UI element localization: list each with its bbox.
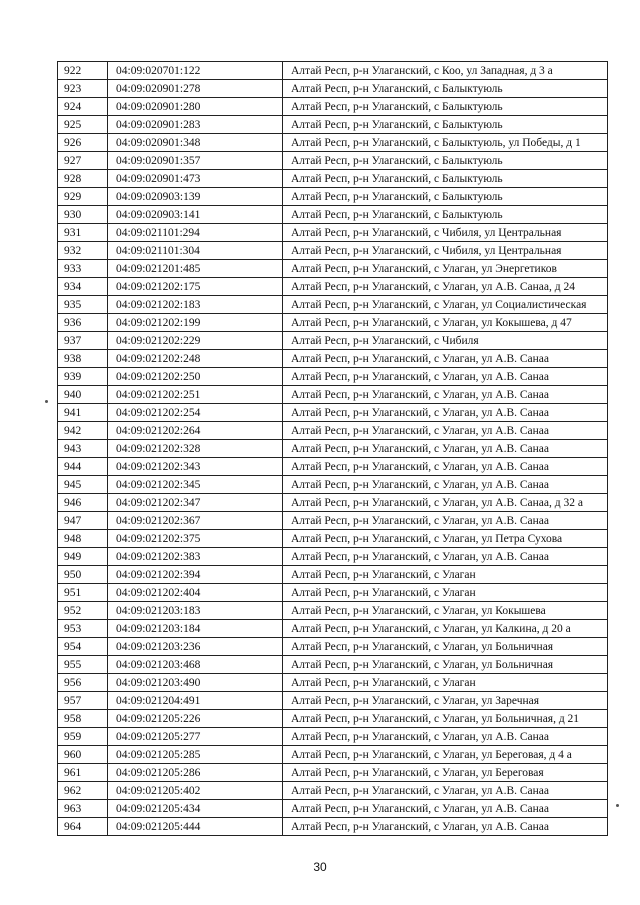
- cadastral-number: 04:09:021202:347: [108, 494, 283, 512]
- address: Алтай Респ, р-н Улаганский, с Балыктуюль: [283, 80, 608, 98]
- address: Алтай Респ, р-н Улаганский, с Улаган, ул А.В. Санаа: [283, 512, 608, 530]
- cadastral-number: 04:09:020903:139: [108, 188, 283, 206]
- table-row: [58, 404, 608, 422]
- row-number: 941: [58, 404, 108, 422]
- table-row: [58, 620, 608, 638]
- cadastral-number: 04:09:021202:345: [108, 476, 283, 494]
- cadastral-number: 04:09:021205:286: [108, 764, 283, 782]
- address: Алтай Респ, р-н Улаганский, с Улаган: [283, 566, 608, 584]
- table-row: [58, 674, 608, 692]
- table-row: [58, 260, 608, 278]
- table-row: [58, 116, 608, 134]
- cadastral-number: 04:09:021202:367: [108, 512, 283, 530]
- address: Алтай Респ, р-н Улаганский, с Улаган, ул А.В. Санаа: [283, 782, 608, 800]
- cadastral-number: 04:09:021202:175: [108, 278, 283, 296]
- cadastral-number: 04:09:021202:199: [108, 314, 283, 332]
- table-row: [58, 296, 608, 314]
- table-row: [58, 206, 608, 224]
- table-row: [58, 242, 608, 260]
- cadastral-number: 04:09:020901:283: [108, 116, 283, 134]
- cadastral-number: 04:09:021204:491: [108, 692, 283, 710]
- row-number: 923: [58, 80, 108, 98]
- scan-speck: [45, 400, 48, 403]
- address: Алтай Респ, р-н Улаганский, с Улаган, ул А.В. Санаа: [283, 818, 608, 836]
- cadastral-number: 04:09:021202:264: [108, 422, 283, 440]
- row-number: 945: [58, 476, 108, 494]
- table-row: [58, 440, 608, 458]
- address: Алтай Респ, р-н Улаганский, с Чибиля: [283, 332, 608, 350]
- cadastral-number: 04:09:021202:229: [108, 332, 283, 350]
- table-row: [58, 386, 608, 404]
- row-number: 952: [58, 602, 108, 620]
- cadastral-number: 04:09:021203:468: [108, 656, 283, 674]
- address: Алтай Респ, р-н Улаганский, с Улаган, ул Больничная: [283, 656, 608, 674]
- address: Алтай Респ, р-н Улаганский, с Улаган, ул Береговая, д 4 а: [283, 746, 608, 764]
- row-number: 959: [58, 728, 108, 746]
- cadastral-number: 04:09:021202:328: [108, 440, 283, 458]
- row-number: 964: [58, 818, 108, 836]
- row-number: 929: [58, 188, 108, 206]
- table-row: [58, 782, 608, 800]
- address: Алтай Респ, р-н Улаганский, с Улаган, ул А.В. Санаа: [283, 458, 608, 476]
- table-row: [58, 278, 608, 296]
- address: Алтай Респ, р-н Улаганский, с Улаган, ул А.В. Санаа: [283, 440, 608, 458]
- row-number: 961: [58, 764, 108, 782]
- cadastral-number: 04:09:021205:434: [108, 800, 283, 818]
- address: Алтай Респ, р-н Улаганский, с Улаган, ул Энергетиков: [283, 260, 608, 278]
- scan-speck: [616, 804, 619, 807]
- address: Алтай Респ, р-н Улаганский, с Улаган, ул А.В. Санаа: [283, 548, 608, 566]
- address: Алтай Респ, р-н Улаганский, с Улаган, ул А.В. Санаа, д 24: [283, 278, 608, 296]
- cadastral-number: 04:09:020903:141: [108, 206, 283, 224]
- cadastral-number: 04:09:021202:183: [108, 296, 283, 314]
- table-row: [58, 584, 608, 602]
- cadastral-number: 04:09:020901:280: [108, 98, 283, 116]
- address: Алтай Респ, р-н Улаганский, с Улаган, ул Петра Сухова: [283, 530, 608, 548]
- row-number: 938: [58, 350, 108, 368]
- address: Алтай Респ, р-н Улаганский, с Улаган, ул А.В. Санаа: [283, 386, 608, 404]
- cadastral-number: 04:09:021203:236: [108, 638, 283, 656]
- cadastral-number: 04:09:021202:404: [108, 584, 283, 602]
- table-row: [58, 746, 608, 764]
- row-number: 963: [58, 800, 108, 818]
- row-number: 956: [58, 674, 108, 692]
- row-number: 939: [58, 368, 108, 386]
- table-row: [58, 656, 608, 674]
- address: Алтай Респ, р-н Улаганский, с Улаган, ул Социалистическая: [283, 296, 608, 314]
- address: Алтай Респ, р-н Улаганский, с Улаган, ул А.В. Санаа: [283, 800, 608, 818]
- cadastral-number: 04:09:021203:184: [108, 620, 283, 638]
- row-number: 960: [58, 746, 108, 764]
- address: Алтай Респ, р-н Улаганский, с Чибиля, ул Центральная: [283, 224, 608, 242]
- cadastral-number: 04:09:021205:285: [108, 746, 283, 764]
- cadastral-number: 04:09:021205:226: [108, 710, 283, 728]
- table-row: [58, 422, 608, 440]
- cadastral-number: 04:09:021101:304: [108, 242, 283, 260]
- table-row: [58, 62, 608, 80]
- table-row: [58, 602, 608, 620]
- address: Алтай Респ, р-н Улаганский, с Улаган, ул А.В. Санаа: [283, 404, 608, 422]
- cadastral-number: 04:09:021101:294: [108, 224, 283, 242]
- row-number: 932: [58, 242, 108, 260]
- table-row: [58, 494, 608, 512]
- table-row: [58, 512, 608, 530]
- address: Алтай Респ, р-н Улаганский, с Улаган, ул Заречная: [283, 692, 608, 710]
- row-number: 958: [58, 710, 108, 728]
- table-row: [58, 566, 608, 584]
- cadastral-number: 04:09:021205:277: [108, 728, 283, 746]
- cadastral-number: 04:09:021202:248: [108, 350, 283, 368]
- row-number: 926: [58, 134, 108, 152]
- cadastral-number: 04:09:021202:343: [108, 458, 283, 476]
- land-register-table: [57, 61, 608, 836]
- cadastral-number: 04:09:020701:122: [108, 62, 283, 80]
- address: Алтай Респ, р-н Улаганский, с Улаган, ул Больничная, д 21: [283, 710, 608, 728]
- address: Алтай Респ, р-н Улаганский, с Балыктуюль: [283, 116, 608, 134]
- address: Алтай Респ, р-н Улаганский, с Улаган, ул Кокышева: [283, 602, 608, 620]
- cadastral-number: 04:09:021202:250: [108, 368, 283, 386]
- address: Алтай Респ, р-н Улаганский, с Чибиля, ул Центральная: [283, 242, 608, 260]
- row-number: 930: [58, 206, 108, 224]
- row-number: 933: [58, 260, 108, 278]
- page-number: 30: [313, 860, 327, 874]
- address: Алтай Респ, р-н Улаганский, с Улаган, ул А.В. Санаа: [283, 368, 608, 386]
- address: Алтай Респ, р-н Улаганский, с Улаган, ул Калкина, д 20 а: [283, 620, 608, 638]
- address: Алтай Респ, р-н Улаганский, с Улаган, ул А.В. Санаа: [283, 350, 608, 368]
- address: Алтай Респ, р-н Улаганский, с Улаган, ул А.В. Санаа: [283, 422, 608, 440]
- cadastral-number: 04:09:020901:357: [108, 152, 283, 170]
- address: Алтай Респ, р-н Улаганский, с Балыктуюль: [283, 98, 608, 116]
- land-register-body: [58, 62, 608, 836]
- table-row: [58, 458, 608, 476]
- table-row: [58, 692, 608, 710]
- table-row: [58, 818, 608, 836]
- cadastral-number: 04:09:021203:183: [108, 602, 283, 620]
- table-row: [58, 764, 608, 782]
- row-number: 925: [58, 116, 108, 134]
- row-number: 927: [58, 152, 108, 170]
- row-number: 949: [58, 548, 108, 566]
- cadastral-number: 04:09:021205:444: [108, 818, 283, 836]
- address: Алтай Респ, р-н Улаганский, с Улаган, ул Кокышева, д 47: [283, 314, 608, 332]
- row-number: 950: [58, 566, 108, 584]
- table-row: [58, 530, 608, 548]
- table-row: [58, 728, 608, 746]
- table-row: [58, 350, 608, 368]
- row-number: 943: [58, 440, 108, 458]
- row-number: 931: [58, 224, 108, 242]
- cadastral-number: 04:09:021202:394: [108, 566, 283, 584]
- row-number: 935: [58, 296, 108, 314]
- row-number: 928: [58, 170, 108, 188]
- cadastral-number: 04:09:021202:383: [108, 548, 283, 566]
- table-row: [58, 134, 608, 152]
- table-row: [58, 224, 608, 242]
- address: Алтай Респ, р-н Улаганский, с Балыктуюль: [283, 188, 608, 206]
- row-number: 953: [58, 620, 108, 638]
- row-number: 951: [58, 584, 108, 602]
- table-row: [58, 476, 608, 494]
- table-row: [58, 710, 608, 728]
- cadastral-number: 04:09:021202:375: [108, 530, 283, 548]
- address: Алтай Респ, р-н Улаганский, с Балыктуюль: [283, 152, 608, 170]
- cadastral-number: 04:09:021202:254: [108, 404, 283, 422]
- table-row: [58, 800, 608, 818]
- cadastral-number: 04:09:020901:348: [108, 134, 283, 152]
- cadastral-number: 04:09:021203:490: [108, 674, 283, 692]
- address: Алтай Респ, р-н Улаганский, с Коо, ул Западная, д 3 а: [283, 62, 608, 80]
- row-number: 937: [58, 332, 108, 350]
- address: Алтай Респ, р-н Улаганский, с Балыктуюль: [283, 170, 608, 188]
- table-row: [58, 368, 608, 386]
- address: Алтай Респ, р-н Улаганский, с Улаган, ул А.В. Санаа: [283, 728, 608, 746]
- table-row: [58, 188, 608, 206]
- table-row: [58, 98, 608, 116]
- address: Алтай Респ, р-н Улаганский, с Улаган, ул А.В. Санаа, д 32 а: [283, 494, 608, 512]
- row-number: 947: [58, 512, 108, 530]
- address: Алтай Респ, р-н Улаганский, с Балыктуюль, ул Победы, д 1: [283, 134, 608, 152]
- row-number: 955: [58, 656, 108, 674]
- address: Алтай Респ, р-н Улаганский, с Улаган, ул А.В. Санаа: [283, 476, 608, 494]
- row-number: 948: [58, 530, 108, 548]
- row-number: 944: [58, 458, 108, 476]
- address: Алтай Респ, р-н Улаганский, с Улаган: [283, 584, 608, 602]
- row-number: 922: [58, 62, 108, 80]
- address: Алтай Респ, р-н Улаганский, с Улаган: [283, 674, 608, 692]
- table-row: [58, 332, 608, 350]
- table-row: [58, 548, 608, 566]
- table-row: [58, 314, 608, 332]
- cadastral-number: 04:09:020901:278: [108, 80, 283, 98]
- cadastral-number: 04:09:021201:485: [108, 260, 283, 278]
- cadastral-number: 04:09:021205:402: [108, 782, 283, 800]
- address: Алтай Респ, р-н Улаганский, с Улаган, ул Береговая: [283, 764, 608, 782]
- row-number: 962: [58, 782, 108, 800]
- row-number: 942: [58, 422, 108, 440]
- table-row: [58, 152, 608, 170]
- row-number: 936: [58, 314, 108, 332]
- row-number: 957: [58, 692, 108, 710]
- cadastral-number: 04:09:021202:251: [108, 386, 283, 404]
- row-number: 924: [58, 98, 108, 116]
- table-row: [58, 170, 608, 188]
- row-number: 946: [58, 494, 108, 512]
- row-number: 940: [58, 386, 108, 404]
- cadastral-number: 04:09:020901:473: [108, 170, 283, 188]
- row-number: 954: [58, 638, 108, 656]
- table-row: [58, 80, 608, 98]
- address: Алтай Респ, р-н Улаганский, с Улаган, ул Больничная: [283, 638, 608, 656]
- table-row: [58, 638, 608, 656]
- address: Алтай Респ, р-н Улаганский, с Балыктуюль: [283, 206, 608, 224]
- row-number: 934: [58, 278, 108, 296]
